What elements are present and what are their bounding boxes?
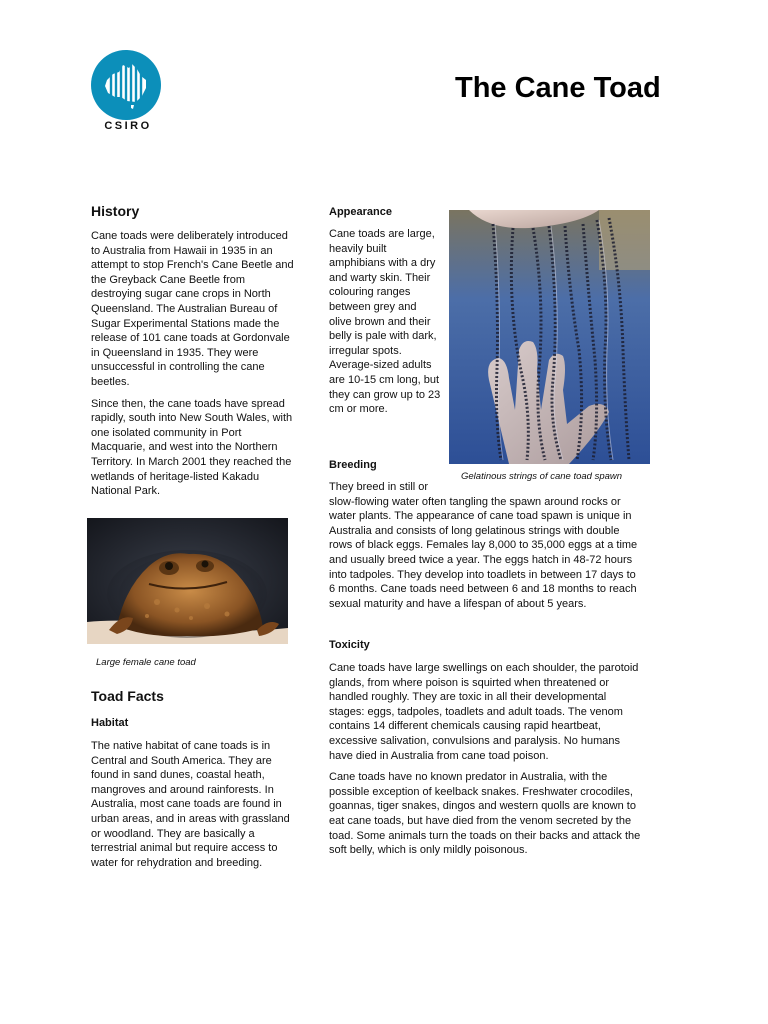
breeding-section	[329, 459, 641, 611]
habitat-paragraph: The native habitat of cane toads is in Central and South America. They are found in sand dunes, coastal heath, mangroves and around rainforests. In Australia, most cane toads are found in urban areas, and in areas with grassland or woodland. They are basically a terrestrial animal but require access to water for rehydration and breeding.	[91, 740, 290, 869]
history-heading: History	[91, 203, 140, 219]
habitat-heading: Habitat	[91, 717, 129, 729]
breeding-paragraph: slow-flowing water often tangling the spawn around rocks or water plants. The appearance of cane toad spawn is unique in Australia and consists of long gelatinous strings with double rows of black eggs. Females lay 8,000 to 35,000 eggs at a time and usually breed twice a year. The eggs hatch in 48-72 hours into tadpoles. They develop into toadlets in between 17 days to 6 months. Cane toads need between 6 and 18 months to reach sexual maturity and have a lifespan of about 5 years.	[329, 495, 638, 610]
appearance-section	[329, 206, 441, 417]
breeding-heading: Breeding	[329, 459, 377, 471]
toxicity-paragraph-2: Cane toads have no known predator in Australia, with the possible exception of keelback snakes. Freshwater crocodiles, goannas, tiger snakes, dingos and western quolls are known to eat cane toads, but have died from the venom secreted by the toad. Some animals turn the toads on their backs and attack the soft belly, which is only mildly poisonous.	[329, 771, 641, 857]
toxicity-section	[329, 639, 641, 858]
breeding-paragraph-intro: They breed in still or	[329, 481, 429, 493]
history-paragraph-1: Cane toads were deliberately introduced to Australia from Hawaii in 1935 in an attempt to stop French's Cane Beetle and the Greyback Cane Beetle from destroying sugar cane crops in North Queensland. The Australian Bureau of Sugar Experimental Stations made the release of 101 cane toads at Gordonvale in Queensland in 1935. They were unsuccessful in controlling the cane beetles.	[91, 230, 294, 388]
toxicity-heading: Toxicity	[329, 639, 370, 651]
history-section	[91, 203, 296, 499]
appearance-heading: Appearance	[329, 206, 392, 218]
logo-emblem	[91, 50, 161, 120]
logo-wordmark: CSIRO	[104, 120, 152, 132]
toad-photo-caption: Large female cane toad	[96, 657, 196, 668]
toxicity-paragraph-1: Cane toads have large swellings on each shoulder, the parotoid glands, from where poison is squirted when threatened or handled roughly. They are toxic in all their developmental stages: eggs, tadpoles, toadlets and adult toads. The venom contains 14 different chemicals causing rapid heartbeat, excessive salivation, convulsions and paralysis. No humans have died in Australia from cane toad poison.	[329, 662, 639, 762]
toad-facts-section	[91, 688, 296, 870]
cane-toad-spawn-photo	[449, 210, 650, 464]
history-paragraph-2: Since then, the cane toads have spread rapidly, south into New South Wales, with one isolated community in Port Macquarie, and west into the Northern Territory. In March 2001 they reached the wetlands of heritage-listed Kakadu National Park.	[91, 397, 293, 498]
appearance-paragraph: Cane toads are large, heavily built amphibians with a dry and warty skin. Their colouring ranges between grey and olive brown and their belly is pale with dark, irregular spots. Average-sized adults are 10-15 cm long, but they can grow up to 23 cm or more.	[329, 228, 441, 416]
spawn-photo-caption: Gelatinous strings of cane toad spawn	[461, 471, 623, 482]
page-title: The Cane Toad	[455, 72, 661, 104]
cane-toad-photo	[87, 518, 288, 644]
toad-facts-heading: Toad Facts	[91, 688, 164, 704]
australia-map-icon	[91, 50, 161, 120]
csiro-logo	[90, 50, 166, 134]
